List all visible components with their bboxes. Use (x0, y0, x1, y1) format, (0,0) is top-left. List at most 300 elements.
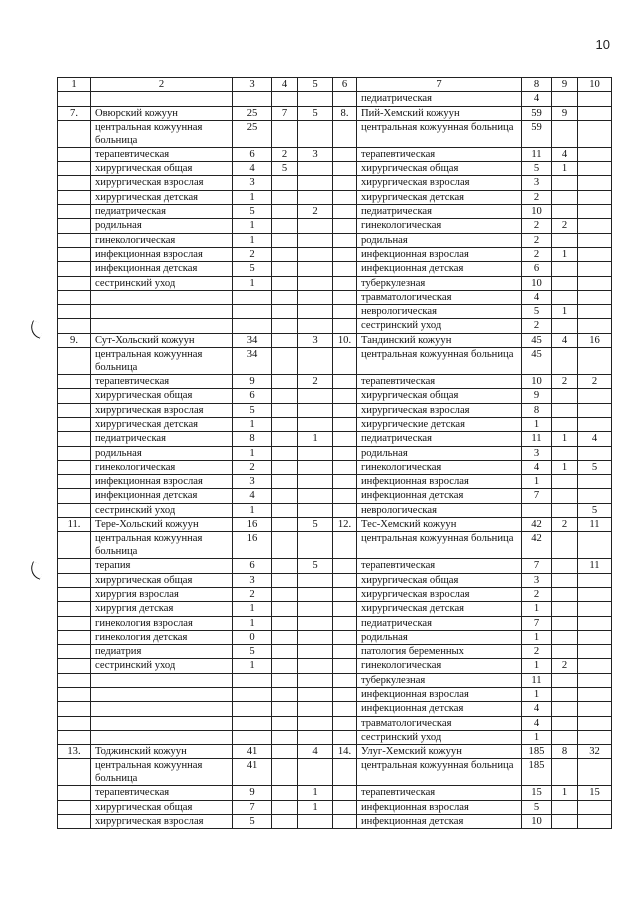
table-row (58, 147, 612, 161)
beds-col5-left (298, 573, 333, 587)
department-name-left: хирургическая детская (91, 417, 233, 431)
department-name-right: инфекционная взрослая (357, 687, 522, 701)
beds-total-right: 1 (522, 417, 552, 431)
beds-col9-right (552, 687, 578, 701)
beds-total-right: 8 (522, 403, 552, 417)
table-row (58, 702, 612, 716)
beds-col4-left (272, 587, 298, 601)
beds-col9-right: 1 (552, 305, 578, 319)
district-number-right (333, 120, 357, 147)
beds-col9-right: 9 (552, 106, 578, 120)
beds-col9-right (552, 290, 578, 304)
district-number-right (333, 403, 357, 417)
beds-col9-right (552, 489, 578, 503)
beds-col10-right (578, 630, 612, 644)
beds-total-left: 5 (233, 815, 272, 829)
beds-total-left: 6 (233, 389, 272, 403)
beds-total-left: 2 (233, 587, 272, 601)
header-cell: 2 (91, 78, 233, 92)
beds-col9-right (552, 630, 578, 644)
district-number-left (58, 247, 91, 261)
department-name-right: родильная (357, 630, 522, 644)
beds-col9-right: 2 (552, 375, 578, 389)
department-name-left: терапевтическая (91, 375, 233, 389)
district-number-right: 14. (333, 745, 357, 759)
beds-total-left: 1 (233, 503, 272, 517)
department-name-left: родильная (91, 446, 233, 460)
beds-col5-left (298, 417, 333, 431)
beds-col4-left (272, 190, 298, 204)
beds-col9-right (552, 120, 578, 147)
table-row (58, 348, 612, 375)
beds-col10-right (578, 730, 612, 744)
department-name-left: хирургическая общая (91, 573, 233, 587)
beds-col10-right: 11 (578, 518, 612, 532)
department-name-left: инфекционная детская (91, 262, 233, 276)
department-name-right: патология беременных (357, 645, 522, 659)
beds-col5-left (298, 92, 333, 106)
beds-total-left: 1 (233, 219, 272, 233)
district-number-left (58, 348, 91, 375)
district-number-right (333, 630, 357, 644)
department-name-right: неврологическая (357, 503, 522, 517)
department-name-left: центральная кожуунная больница (91, 348, 233, 375)
department-name-left: хирургическая общая (91, 800, 233, 814)
department-name-right: Тес-Хемский кожуун (357, 518, 522, 532)
beds-total-left: 3 (233, 475, 272, 489)
table-row (58, 247, 612, 261)
beds-col5-left (298, 687, 333, 701)
district-number-right (333, 489, 357, 503)
district-number-right (333, 503, 357, 517)
beds-col4-left (272, 290, 298, 304)
beds-col4-left (272, 305, 298, 319)
beds-total-right: 10 (522, 375, 552, 389)
beds-col5-left (298, 645, 333, 659)
beds-total-right: 6 (522, 262, 552, 276)
beds-col4-left: 7 (272, 106, 298, 120)
beds-col5-left (298, 176, 333, 190)
district-number-left (58, 403, 91, 417)
department-name-left: центральная кожуунная больница (91, 759, 233, 786)
department-name-right: терапевтическая (357, 559, 522, 573)
beds-col5-left (298, 190, 333, 204)
beds-total-left: 5 (233, 403, 272, 417)
beds-total-left: 1 (233, 659, 272, 673)
beds-col5-left (298, 616, 333, 630)
beds-total-right: 2 (522, 233, 552, 247)
district-number-left: 13. (58, 745, 91, 759)
department-name-left: Тоджинский кожуун (91, 745, 233, 759)
table-row (58, 687, 612, 701)
beds-col4-left (272, 319, 298, 333)
district-number-left (58, 319, 91, 333)
department-name-left (91, 673, 233, 687)
beds-col10-right (578, 219, 612, 233)
beds-col9-right (552, 190, 578, 204)
beds-total-right: 45 (522, 348, 552, 375)
beds-total-right: 42 (522, 532, 552, 559)
beds-total-left (233, 290, 272, 304)
beds-col5-left (298, 489, 333, 503)
district-number-right (333, 559, 357, 573)
district-number-right (333, 305, 357, 319)
beds-total-left: 1 (233, 233, 272, 247)
table-row (58, 262, 612, 276)
district-number-left (58, 786, 91, 800)
beds-col4-left (272, 786, 298, 800)
district-number-left (58, 147, 91, 161)
department-name-right: инфекционная детская (357, 489, 522, 503)
beds-col9-right (552, 276, 578, 290)
beds-col5-left: 4 (298, 745, 333, 759)
department-name-left (91, 716, 233, 730)
beds-col5-left: 5 (298, 518, 333, 532)
beds-col4-left (272, 403, 298, 417)
table-row (58, 319, 612, 333)
department-name-right: педиатрическая (357, 432, 522, 446)
beds-total-left: 41 (233, 745, 272, 759)
beds-col4-left (272, 673, 298, 687)
beds-col9-right (552, 559, 578, 573)
beds-col4-left (272, 702, 298, 716)
beds-col4-left (272, 276, 298, 290)
table-row (58, 120, 612, 147)
beds-col10-right (578, 319, 612, 333)
department-name-left: педиатрическая (91, 205, 233, 219)
beds-total-left: 1 (233, 190, 272, 204)
district-number-left (58, 305, 91, 319)
table-row (58, 786, 612, 800)
beds-col4-left (272, 559, 298, 573)
table-row (58, 290, 612, 304)
beds-col9-right (552, 573, 578, 587)
beds-total-left: 6 (233, 147, 272, 161)
beds-col5-left (298, 532, 333, 559)
beds-col4-left (272, 375, 298, 389)
district-number-right (333, 759, 357, 786)
beds-col9-right (552, 587, 578, 601)
department-name-left: родильная (91, 219, 233, 233)
beds-total-right: 3 (522, 573, 552, 587)
district-number-left (58, 532, 91, 559)
district-number-left (58, 176, 91, 190)
district-number-left (58, 446, 91, 460)
beds-col5-left: 1 (298, 786, 333, 800)
department-name-left: Тере-Хольский кожуун (91, 518, 233, 532)
beds-col4-left (272, 219, 298, 233)
beds-col10-right (578, 305, 612, 319)
beds-col4-left (272, 247, 298, 261)
beds-col10-right (578, 190, 612, 204)
data-table (57, 77, 612, 829)
beds-col9-right (552, 730, 578, 744)
beds-col5-left: 3 (298, 147, 333, 161)
header-cell: 1 (58, 78, 91, 92)
department-name-left: инфекционная взрослая (91, 247, 233, 261)
department-name-right: Тандинский кожуун (357, 333, 522, 347)
district-number-left: 9. (58, 333, 91, 347)
beds-col4-left (272, 687, 298, 701)
district-number-left (58, 716, 91, 730)
beds-col10-right (578, 403, 612, 417)
table-row (58, 587, 612, 601)
beds-col4-left (272, 389, 298, 403)
beds-col10-right: 11 (578, 559, 612, 573)
department-name-left (91, 687, 233, 701)
beds-col5-left (298, 503, 333, 517)
beds-col5-left: 2 (298, 205, 333, 219)
beds-col10-right (578, 120, 612, 147)
beds-total-right: 2 (522, 190, 552, 204)
beds-col10-right: 5 (578, 503, 612, 517)
beds-col5-left (298, 460, 333, 474)
beds-col10-right: 32 (578, 745, 612, 759)
beds-col5-left (298, 348, 333, 375)
department-name-right: хирургическая общая (357, 162, 522, 176)
beds-total-left: 16 (233, 532, 272, 559)
beds-total-left (233, 687, 272, 701)
department-name-left: педиатрическая (91, 432, 233, 446)
beds-total-left: 5 (233, 645, 272, 659)
beds-total-right: 4 (522, 290, 552, 304)
table-row (58, 518, 612, 532)
department-name-right: хирургическая взрослая (357, 403, 522, 417)
department-name-left: гинекология взрослая (91, 616, 233, 630)
department-name-right: туберкулезная (357, 276, 522, 290)
beds-total-right: 3 (522, 176, 552, 190)
beds-col5-left (298, 630, 333, 644)
department-name-left (91, 730, 233, 744)
department-name-left: терапевтическая (91, 147, 233, 161)
beds-total-left: 2 (233, 247, 272, 261)
department-name-right: педиатрическая (357, 205, 522, 219)
header-cell: 6 (333, 78, 357, 92)
department-name-right: центральная кожуунная больница (357, 532, 522, 559)
district-number-left (58, 645, 91, 659)
beds-col9-right: 4 (552, 147, 578, 161)
district-number-right (333, 348, 357, 375)
department-name-right: хирургическая общая (357, 389, 522, 403)
beds-total-left: 4 (233, 162, 272, 176)
district-number-right (333, 262, 357, 276)
beds-col9-right: 2 (552, 518, 578, 532)
beds-col4-left (272, 800, 298, 814)
district-number-left (58, 475, 91, 489)
header-cell: 8 (522, 78, 552, 92)
beds-col9-right: 2 (552, 219, 578, 233)
district-number-left (58, 219, 91, 233)
beds-col9-right: 4 (552, 333, 578, 347)
department-name-right: родильная (357, 233, 522, 247)
beds-col5-left (298, 219, 333, 233)
beds-col9-right (552, 92, 578, 106)
department-name-left (91, 702, 233, 716)
beds-col10-right (578, 602, 612, 616)
beds-col4-left: 2 (272, 147, 298, 161)
beds-total-right: 4 (522, 92, 552, 106)
district-number-left (58, 602, 91, 616)
beds-col10-right (578, 446, 612, 460)
district-number-right (333, 687, 357, 701)
beds-col5-left (298, 247, 333, 261)
district-number-left (58, 276, 91, 290)
beds-col4-left (272, 630, 298, 644)
beds-total-right: 1 (522, 602, 552, 616)
beds-total-left: 25 (233, 120, 272, 147)
table-row (58, 616, 612, 630)
beds-total-right: 1 (522, 630, 552, 644)
beds-col10-right (578, 276, 612, 290)
department-name-left: педиатрия (91, 645, 233, 659)
district-number-left: 11. (58, 518, 91, 532)
district-number-left (58, 573, 91, 587)
district-number-left: 7. (58, 106, 91, 120)
beds-col5-left (298, 262, 333, 276)
department-name-right: педиатрическая (357, 616, 522, 630)
district-number-left (58, 673, 91, 687)
district-number-right (333, 532, 357, 559)
beds-col10-right (578, 348, 612, 375)
beds-total-left (233, 716, 272, 730)
table-row (58, 800, 612, 814)
district-number-left (58, 120, 91, 147)
beds-col9-right (552, 262, 578, 276)
header-cell: 7 (357, 78, 522, 92)
beds-col5-left (298, 276, 333, 290)
beds-total-right: 5 (522, 162, 552, 176)
beds-col10-right: 4 (578, 432, 612, 446)
beds-col9-right (552, 602, 578, 616)
beds-col5-left (298, 290, 333, 304)
beds-total-right: 2 (522, 587, 552, 601)
header-cell: 10 (578, 78, 612, 92)
department-name-left: сестринский уход (91, 503, 233, 517)
department-name-right: центральная кожуунная больница (357, 759, 522, 786)
beds-col10-right: 16 (578, 333, 612, 347)
beds-total-right: 7 (522, 489, 552, 503)
table-row (58, 573, 612, 587)
district-number-right: 12. (333, 518, 357, 532)
district-number-right (333, 417, 357, 431)
district-number-right (333, 233, 357, 247)
beds-col4-left (272, 233, 298, 247)
department-name-right: гинекологическая (357, 460, 522, 474)
district-number-left (58, 460, 91, 474)
district-number-left (58, 587, 91, 601)
department-name-right: сестринский уход (357, 319, 522, 333)
beds-col10-right (578, 659, 612, 673)
beds-col9-right (552, 673, 578, 687)
department-name-left: Сут-Хольский кожуун (91, 333, 233, 347)
beds-col4-left (272, 333, 298, 347)
beds-col9-right: 1 (552, 162, 578, 176)
district-number-left (58, 730, 91, 744)
district-number-right (333, 716, 357, 730)
department-name-left: гинекология детская (91, 630, 233, 644)
beds-col4-left (272, 815, 298, 829)
department-name-right: туберкулезная (357, 673, 522, 687)
beds-col4-left (272, 602, 298, 616)
department-name-right: центральная кожуунная больница (357, 120, 522, 147)
beds-col5-left: 1 (298, 800, 333, 814)
district-number-right (333, 602, 357, 616)
beds-col4-left (272, 518, 298, 532)
beds-total-right: 11 (522, 673, 552, 687)
beds-col10-right (578, 262, 612, 276)
beds-col10-right (578, 532, 612, 559)
district-number-right (333, 673, 357, 687)
table-row (58, 176, 612, 190)
district-number-left (58, 702, 91, 716)
beds-col10-right (578, 417, 612, 431)
beds-col4-left (272, 730, 298, 744)
department-name-right: инфекционная взрослая (357, 475, 522, 489)
beds-total-right (522, 503, 552, 517)
beds-total-left: 16 (233, 518, 272, 532)
beds-total-right: 45 (522, 333, 552, 347)
beds-col4-left (272, 262, 298, 276)
beds-total-right: 1 (522, 730, 552, 744)
department-name-right: центральная кожуунная больница (357, 348, 522, 375)
table-row (58, 475, 612, 489)
district-number-left (58, 800, 91, 814)
table-row (58, 190, 612, 204)
beds-total-right: 4 (522, 460, 552, 474)
beds-col4-left (272, 417, 298, 431)
table-row (58, 730, 612, 744)
district-number-right (333, 247, 357, 261)
department-name-right: Пий-Хемский кожуун (357, 106, 522, 120)
beds-col5-left: 3 (298, 333, 333, 347)
beds-total-right: 11 (522, 147, 552, 161)
header-row (58, 78, 612, 92)
department-name-left (91, 319, 233, 333)
department-name-left (91, 290, 233, 304)
department-name-left: хирургическая общая (91, 162, 233, 176)
district-number-left (58, 389, 91, 403)
beds-col5-left (298, 446, 333, 460)
district-number-right (333, 616, 357, 630)
table-row (58, 432, 612, 446)
beds-total-left: 7 (233, 800, 272, 814)
beds-total-right: 185 (522, 745, 552, 759)
district-number-right (333, 645, 357, 659)
district-number-right (333, 475, 357, 489)
district-number-right (333, 432, 357, 446)
beds-total-right: 1 (522, 687, 552, 701)
district-number-right (333, 730, 357, 744)
beds-col9-right (552, 800, 578, 814)
beds-col10-right (578, 247, 612, 261)
department-name-left: центральная кожуунная больница (91, 120, 233, 147)
district-number-left (58, 630, 91, 644)
district-number-left (58, 659, 91, 673)
department-name-right: родильная (357, 446, 522, 460)
beds-total-left: 6 (233, 559, 272, 573)
beds-col5-left: 1 (298, 432, 333, 446)
beds-col10-right: 5 (578, 460, 612, 474)
department-name-right: хирургическая детская (357, 190, 522, 204)
beds-col9-right (552, 205, 578, 219)
beds-col5-left: 5 (298, 106, 333, 120)
beds-col9-right (552, 176, 578, 190)
beds-total-left: 1 (233, 276, 272, 290)
beds-total-right: 59 (522, 120, 552, 147)
table-row (58, 162, 612, 176)
district-number-left (58, 290, 91, 304)
district-number-right (333, 147, 357, 161)
